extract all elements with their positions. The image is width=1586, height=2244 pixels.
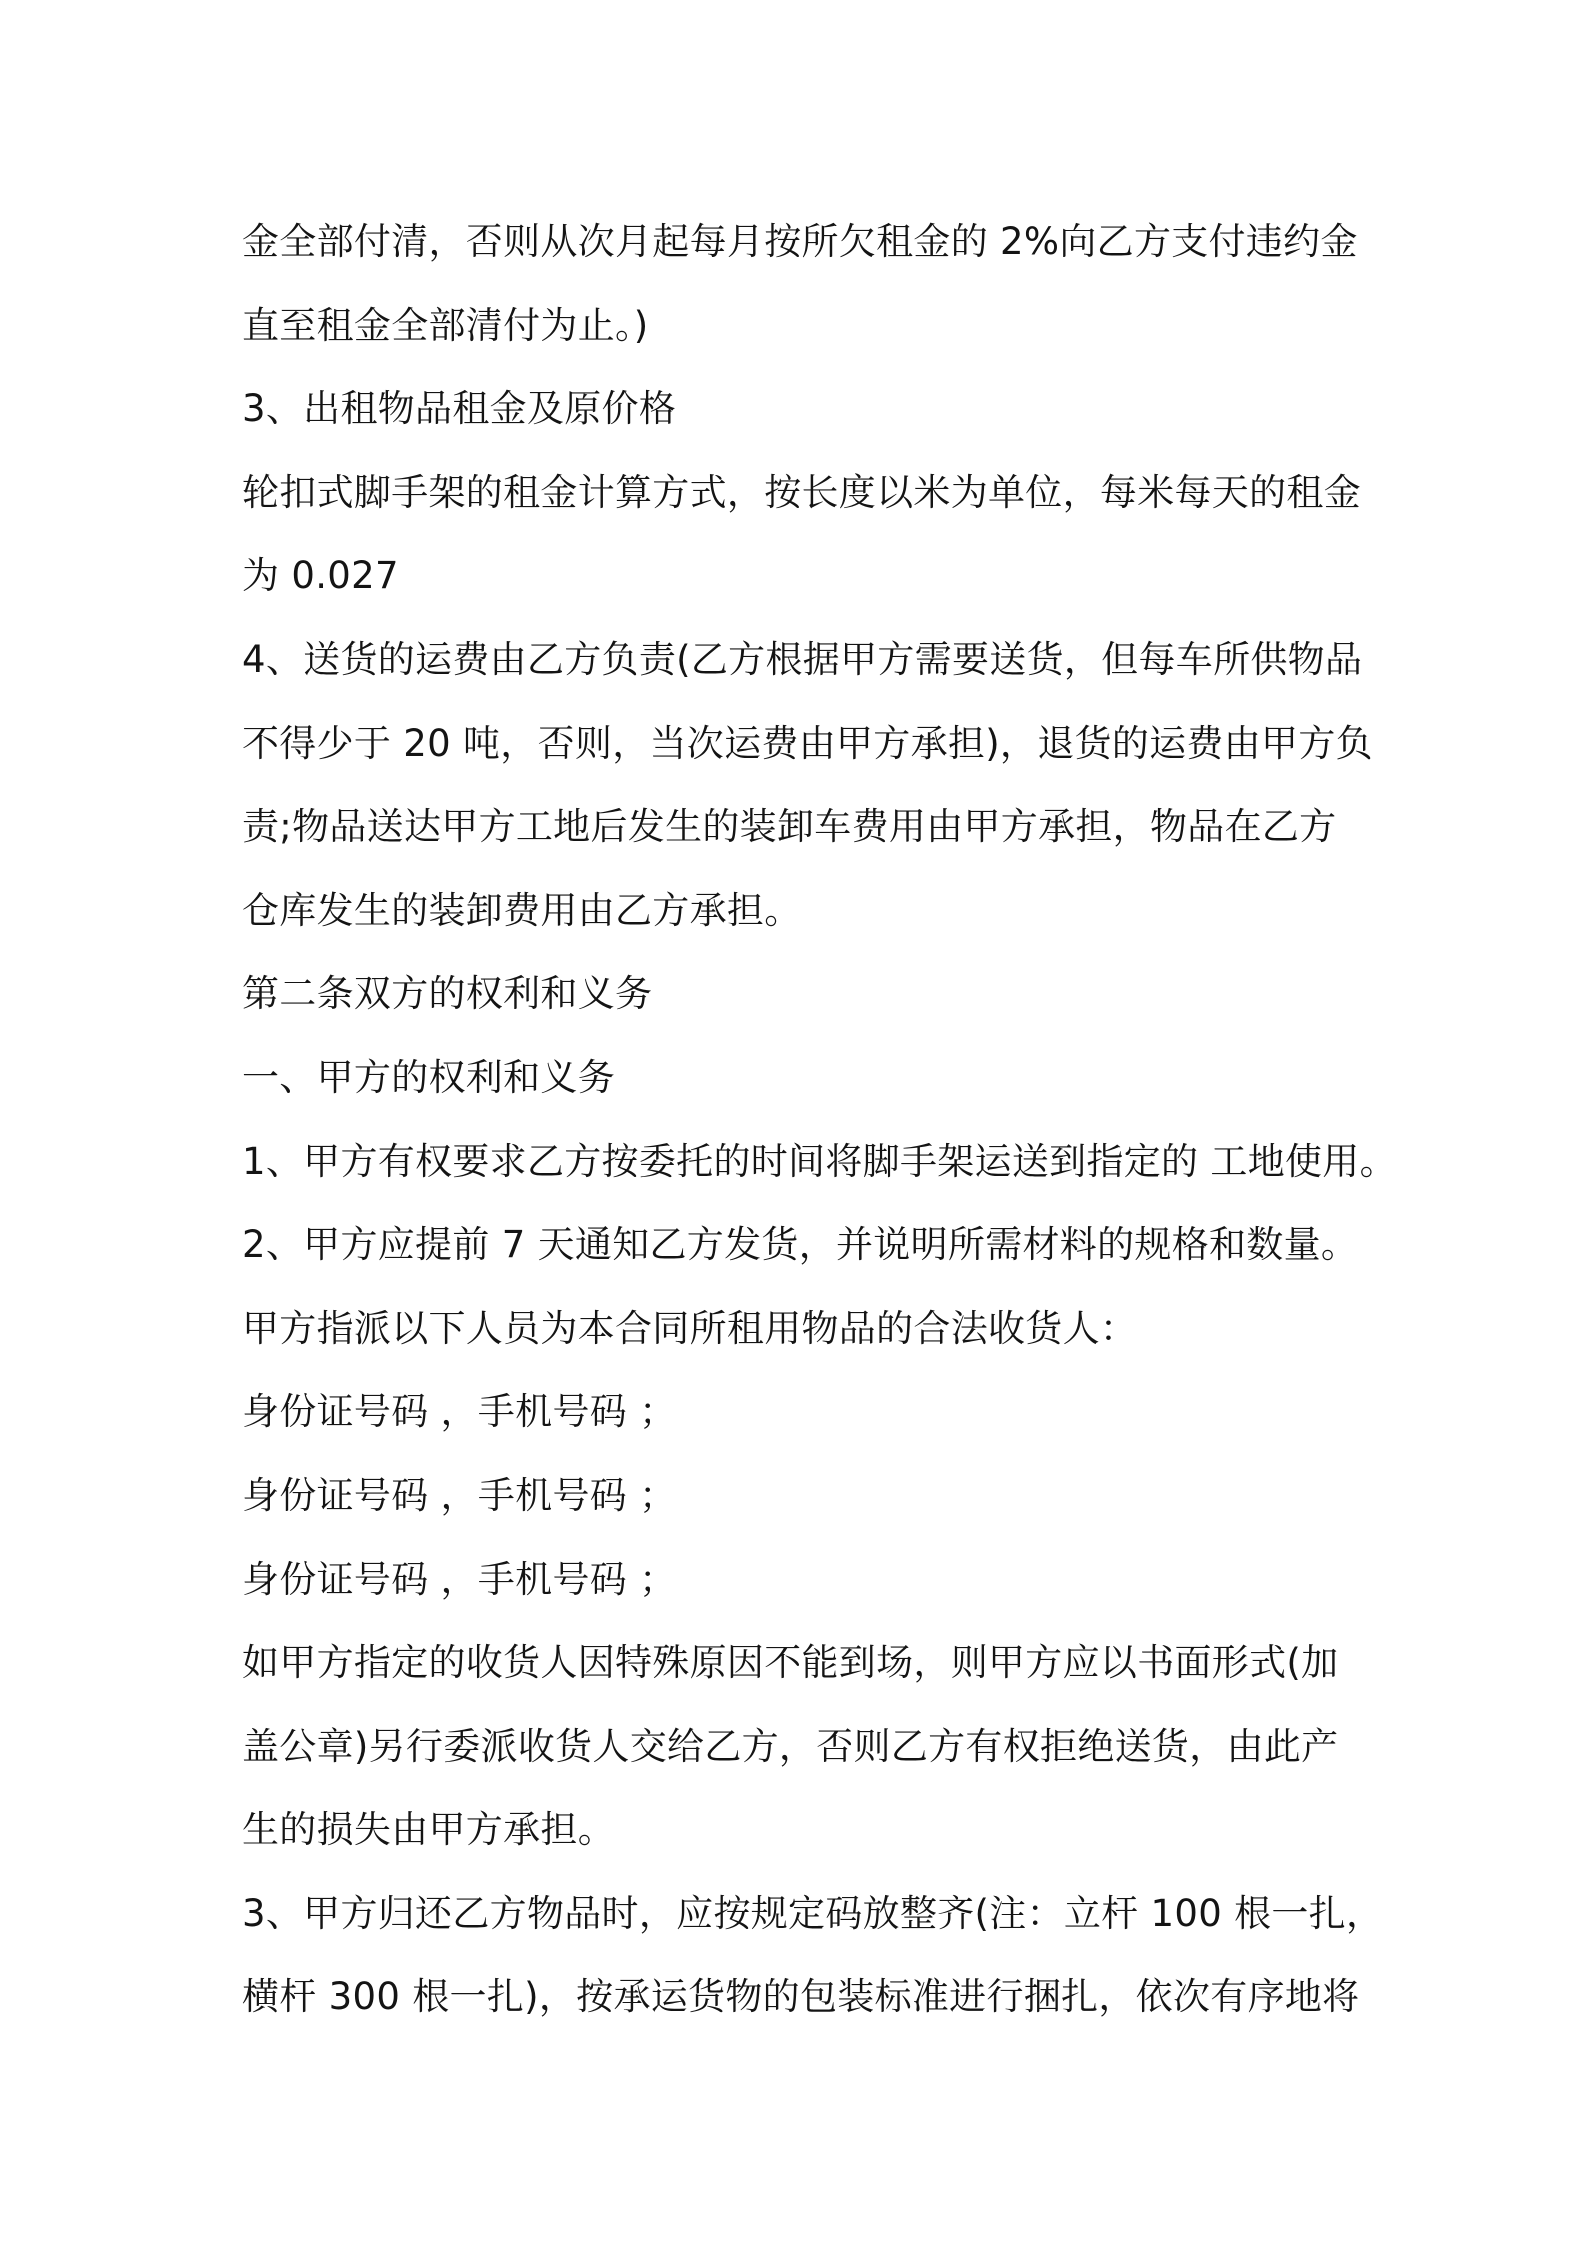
recipient-line: 身份证号码 ，手机号码 ； [242,1557,677,1601]
section-heading: 一、甲方的权利和义务 [242,1055,615,1099]
paragraph-line: 横杆 300 根一扎)，按承运货物的包装标准进行捆扎，依次有序地将 [242,1975,1360,2019]
paragraph-line: 不得少于 20 吨，否则，当次运费由甲方承担)，退货的运费由甲方负 [242,721,1373,765]
paragraph-line: 金全部付清，否则从次月起每月按所欠租金的 2%向乙方支付违约金 [242,220,1358,263]
recipient-line: 身份证号码 ，手机号码 ； [242,1390,677,1434]
paragraph-line: 3、甲方归还乙方物品时，应按规定码放整齐(注：立杆 100 根一扎， [242,1891,1384,1935]
paragraph-line: 直至租金全部清付为止。) [242,303,649,347]
paragraph-line: 1、甲方有权要求乙方按委托的时间将脚手架运送到指定的 工地使用。 [242,1139,1397,1183]
document-body [242,200,1397,2039]
article-heading: 第二条双方的权利和义务 [242,972,653,1016]
paragraph-line: 为 0.027 [242,554,399,598]
paragraph-line: 甲方指派以下人员为本合同所租用物品的合法收货人： [242,1306,1138,1350]
paragraph-line: 仓库发生的装卸费用由乙方承担。 [242,888,802,932]
paragraph-line: 责;物品送达甲方工地后发生的装卸车费用由甲方承担，物品在乙方 [242,805,1337,849]
section-heading: 3、出租物品租金及原价格 [242,387,677,431]
paragraph-line: 4、送货的运费由乙方负责(乙方根据甲方需要送货，但每车所供物品 [242,637,1363,681]
paragraph-line: 如甲方指定的收货人因特殊原因不能到场，则甲方应以书面形式(加 [242,1641,1339,1685]
recipient-line: 身份证号码 ，手机号码 ； [242,1473,677,1517]
paragraph-line: 盖公章)另行委派收货人交给乙方，否则乙方有权拒绝送货，由此产 [242,1724,1339,1768]
paragraph-line: 轮扣式脚手架的租金计算方式，按长度以米为单位，每米每天的租金 [242,470,1361,514]
paragraph-line: 生的损失由甲方承担。 [242,1808,615,1852]
paragraph-line: 2、甲方应提前 7 天通知乙方发货，并说明所需材料的规格和数量。 [242,1223,1359,1267]
